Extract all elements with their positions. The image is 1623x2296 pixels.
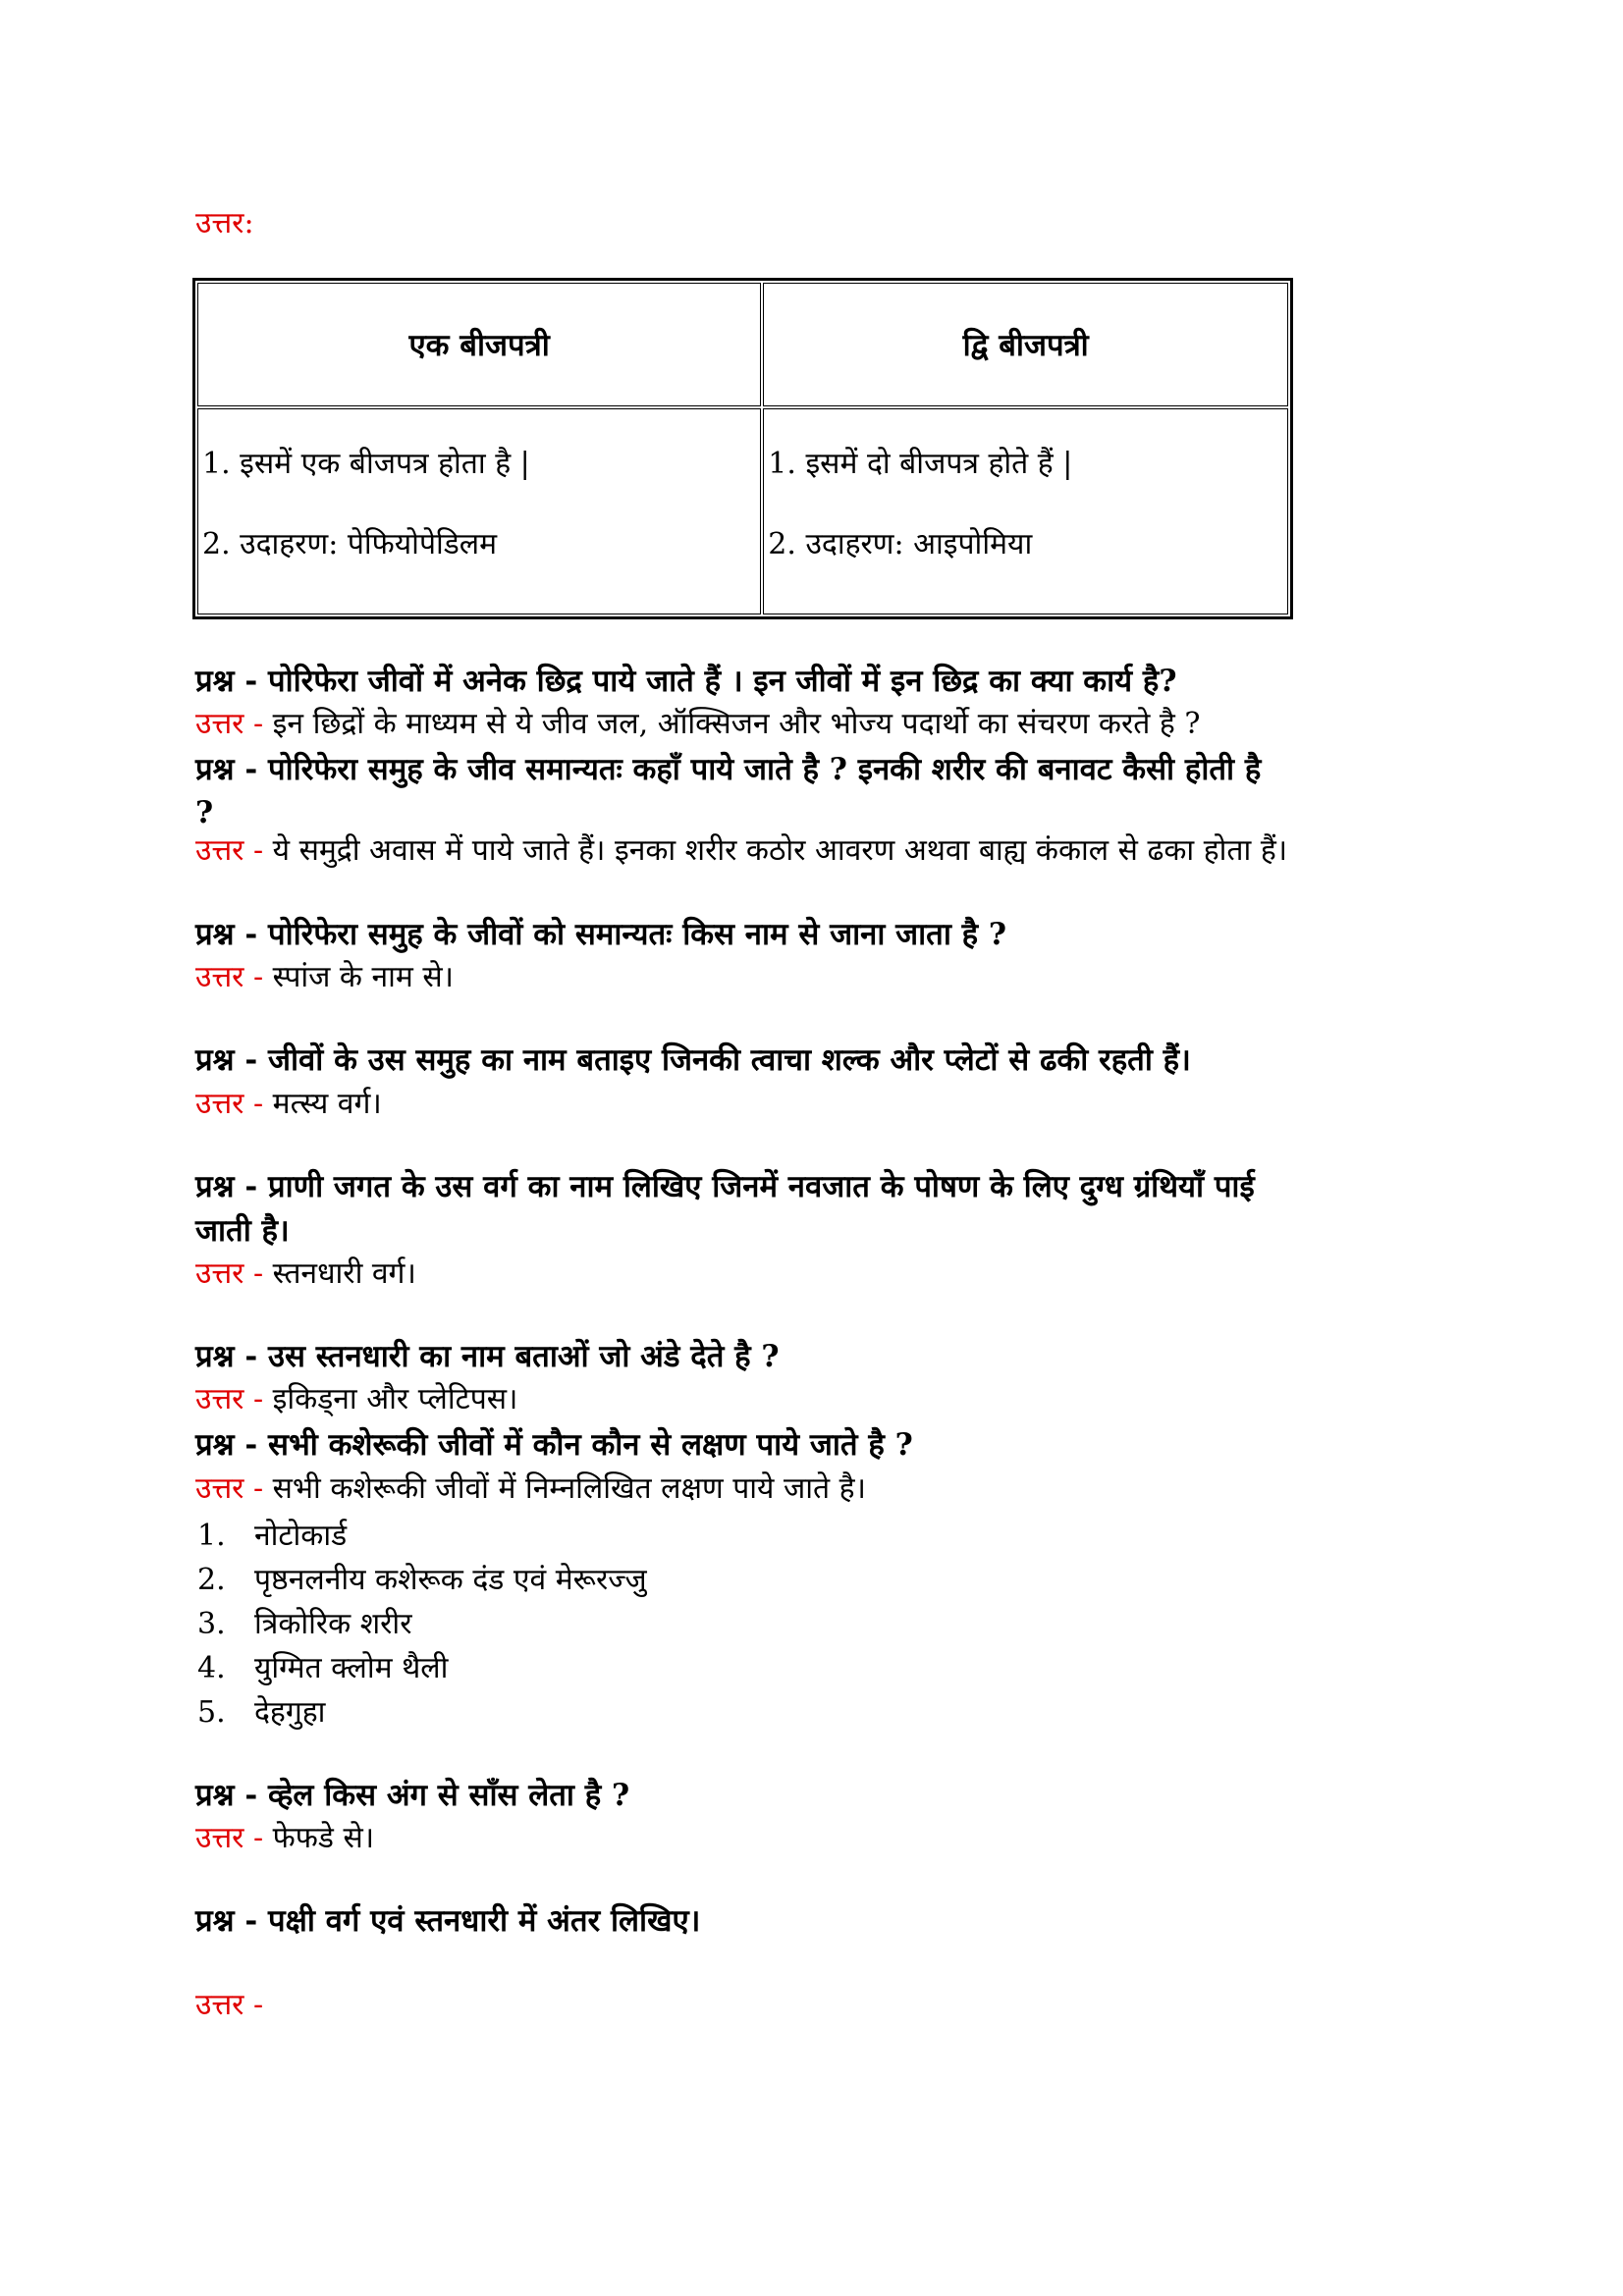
answer-prefix: उत्तर - (195, 1471, 273, 1506)
question (195, 660, 1177, 703)
question (195, 1899, 700, 1943)
question-continuation: जाती है। (195, 1213, 290, 1249)
answer-prefix: उत्तर - (195, 1087, 273, 1121)
answer (195, 956, 454, 999)
question-text: पक्षी वर्ग एवं स्तनधारी में अंतर लिखिए। (268, 1903, 701, 1939)
answer-text: इन छिद्रों के माध्यम से ये जीव जल, ऑक्सिजन और भोज्य पदार्थो का संचरण करते है ? (272, 707, 1201, 741)
question-prefix: प्रश्न - (195, 1339, 269, 1374)
answer (195, 1468, 866, 1511)
answer-heading: उत्तर: (195, 206, 254, 240)
question-prefix: प्रश्न - (195, 752, 269, 787)
answer-text: फेफडे से। (272, 1821, 375, 1855)
list-text: पृष्ठनलनीय कशेरूक दंड एवं मेरूरज्जु (254, 1563, 647, 1597)
question-text: सभी कशेरूकी जीवों में कौन कौन से लक्षण पाये जाते है ? (268, 1427, 913, 1463)
answer-text: स्पांज के नाम से। (272, 960, 455, 994)
table-header: द्वि बीजपत्री (763, 283, 1288, 406)
list-item (197, 1602, 647, 1646)
question-text: प्राणी जगत के उस वर्ग का नाम लिखिए जिनमें नवजात के पोषण के लिए दुग्ध ग्रंथियाँ पाई (268, 1169, 1255, 1204)
answer (195, 1378, 517, 1421)
table-cell (763, 408, 1288, 614)
answer-text: इकिड्ना और प्लेटिपस। (272, 1382, 518, 1416)
list-number: 5. (197, 1695, 226, 1730)
answer-prefix: उत्तर - (195, 1382, 273, 1416)
question-text: व्हेल किस अंग से साँस लेता है ? (268, 1778, 630, 1813)
question-prefix: प्रश्न - (195, 664, 269, 699)
list-text: युग्मित क्लोम थैली (254, 1651, 449, 1685)
question (195, 1335, 780, 1378)
answer-text: स्तनधारी वर्ग। (272, 1256, 416, 1291)
answer (195, 703, 1200, 746)
question-prefix: प्रश्न - (195, 1427, 269, 1463)
table-cell (197, 408, 761, 614)
question-text: जीवों के उस समुह का नाम बताइए जिनकी त्वाचा शल्क और प्लेटों से ढकी रहती हैं। (268, 1042, 1191, 1078)
question-text: पोरिफेरा जीवों में अनेक छिद्र पाये जाते हैं । इन जीवों में इन छिद्र का क्या कार्य है? (268, 664, 1177, 699)
list-item (197, 1690, 647, 1735)
answer (195, 829, 1287, 873)
answer-prefix: उत्तर - (195, 833, 273, 868)
list-number: 2. (197, 1563, 226, 1597)
answer-prefix: उत्तर - (195, 960, 273, 994)
table-header-row (197, 283, 1288, 406)
list-item (197, 1558, 647, 1602)
question-text: उस स्तनधारी का नाम बताओं जो अंडे देते है ? (268, 1339, 780, 1374)
answer-prefix: उत्तर - (195, 1821, 273, 1855)
answer-prefix: उत्तर - (195, 1256, 273, 1291)
cell-line: 1. इसमें एक बीजपत्र होता है | (202, 447, 530, 481)
list-text: त्रिकोरिक शरीर (254, 1607, 412, 1641)
cell-line: 1. इसमें दो बीजपत्र होते हैं | (768, 447, 1073, 481)
question-text: पोरिफेरा समुह के जीवों को समान्यतः किस नाम से जाना जाता है ? (268, 917, 1007, 952)
question-text: पोरिफेरा समुह के जीव समान्यतः कहाँ पाये जाते है ? इनकी शरीर की बनावट कैसी होती है (268, 752, 1262, 787)
answer-prefix: उत्तर - (195, 707, 273, 741)
list-text: देहगुहा (254, 1695, 326, 1730)
question-prefix: प्रश्न - (195, 1778, 269, 1813)
answer-text: ये समुद्री अवास में पाये जाते हैं। इनका शरीर कठोर आवरण अथवा बाह्य कंकाल से ढका होता हैं। (272, 833, 1288, 868)
question-prefix: प्रश्न - (195, 1903, 269, 1939)
answer (195, 1083, 382, 1126)
list-number: 4. (197, 1651, 226, 1685)
cell-line: 2. उदाहरण: आइपोमिया (768, 527, 1033, 561)
answer (195, 1253, 416, 1296)
question (195, 1423, 913, 1467)
list-item (197, 1514, 647, 1558)
question (195, 1039, 1191, 1082)
final-answer-label: उत्तर - (195, 1988, 264, 2022)
question (195, 913, 1006, 956)
answer-text: सभी कशेरूकी जीवों में निम्नलिखित लक्षण पाये जाते है। (272, 1471, 866, 1506)
list-number: 1. (197, 1519, 226, 1553)
list-text: नोटोकार्ड (254, 1519, 348, 1553)
question-prefix: प्रश्न - (195, 1042, 269, 1078)
question (195, 1165, 1255, 1208)
comparison-table (192, 278, 1293, 619)
question-prefix: प्रश्न - (195, 1169, 269, 1204)
question-prefix: प्रश्न - (195, 917, 269, 952)
answer (195, 1817, 374, 1860)
table-row (197, 408, 1288, 614)
list-number: 3. (197, 1607, 226, 1641)
question-continuation: ? (195, 795, 214, 830)
cell-line: 2. उदाहरण: पेफियोपेडिलम (202, 527, 498, 561)
question (195, 748, 1261, 791)
feature-list (197, 1514, 647, 1735)
table-header: एक बीजपत्री (197, 283, 761, 406)
list-item (197, 1646, 647, 1690)
question (195, 1774, 629, 1817)
answer-text: मत्स्य वर्ग। (272, 1087, 382, 1121)
